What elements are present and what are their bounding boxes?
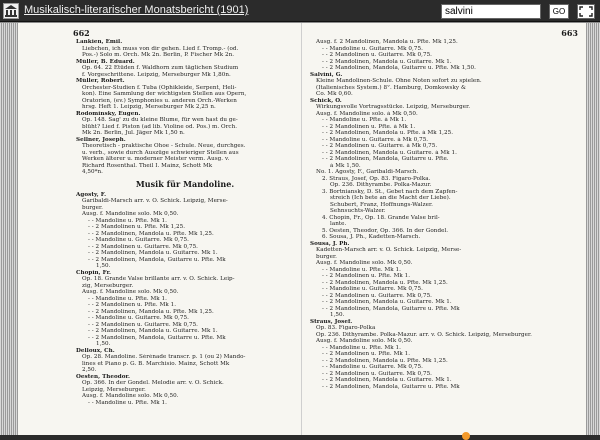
- text-line: - - Mandoline u. Pfte. Mk 1.: [88, 295, 167, 302]
- text-line: blüht? Lied f. Piston (ad lib. Violine od. Pos.) m. Orch.: [82, 123, 238, 130]
- right-page-text: [310, 39, 580, 390]
- text-line: - - 2 Mandolinen u. Guitarre. Mk 0,75.: [322, 292, 433, 299]
- text-line: - - 2 Mandolinen u. Guitarre. Mk 0,75.: [88, 321, 199, 328]
- text-line: 4. Chopin, Fr., Op. 18. Grande Valse bril-: [322, 214, 440, 221]
- entry-heading: Lankien, Emil.: [76, 39, 123, 45]
- text-line: Op. 148. Sag' zu du kleine Blume, für wen hast du ge-: [82, 117, 238, 123]
- text-line: Op. 366. In der Gondel. Melodie arr. v. O. Schick.: [82, 380, 224, 386]
- text-line: u. verb., sowie durch Auszüge schwieriger Stellen aus: [82, 149, 239, 156]
- text-line: Garibaldi-Marsch arr. v. O. Schick. Leipzig, Merse-: [82, 198, 228, 204]
- text-line: - - Mandoline u. Guitarre. Mk 0,75.: [88, 315, 189, 321]
- text-line: Ausg. f. 2 Mandolinen, Mandola u. Pfte. Mk 1,25.: [316, 39, 458, 45]
- text-line: - - 2 Mandolinen u. Pfte. Mk 1,25.: [88, 224, 186, 230]
- text-line: Wirkungsvolle Vortragsstücke. Leipzig, Merseburger.: [316, 104, 471, 110]
- text-line: à Mk 1,50.: [330, 162, 361, 169]
- text-line: Leipzig, Merseburger.: [82, 386, 146, 393]
- left-page-text: [76, 39, 294, 406]
- page-position-marker[interactable]: [462, 432, 470, 440]
- entry-heading: Chopin, Fr.: [76, 269, 112, 276]
- library-building-icon[interactable]: [3, 3, 19, 19]
- text-line: - - 2 Mandolinen, Mandola u. Guitarre. Mk 1.: [322, 299, 452, 305]
- text-line: - - 2 Mandolinen u. Guitarre. Mk 0,75.: [88, 243, 199, 250]
- entry-heading: Straus, Josef.: [310, 318, 353, 325]
- text-line: 3. Bortniansky, D. St., Gebet nach dem Zapfen-: [322, 188, 458, 195]
- text-line: Richard Rosenthal. Theil I. Mainz, Schott Mk: [82, 162, 213, 169]
- text-line: Kleine Mandolinen-Schule. Ohne Noten sofort zu spielen.: [316, 78, 482, 84]
- fullscreen-button[interactable]: [577, 4, 595, 19]
- text-line: Ausg. f. Mandoline solo. Mk 0,50.: [316, 338, 413, 344]
- left-page[interactable]: [18, 23, 301, 435]
- text-line: - - 2 Mandolinen u. Guitarre. à Mk 0,75.: [322, 143, 438, 149]
- entry-heading: Oesten, Theodor.: [76, 373, 131, 380]
- text-line: - - Mandoline u. Pfte. Mk 1.: [88, 399, 167, 406]
- right-page-stack-edge: [586, 23, 600, 435]
- text-line: Op. 83. Figaro-Polka: [316, 325, 376, 331]
- text-line: - - 2 Mandolinen, Mandola, Guitarre u. Pfte.: [322, 156, 449, 162]
- text-line: - - 2 Mandolinen, Mandola, Guitarre u. Pfte. Mk 1,50.: [322, 65, 476, 71]
- text-line: Ausg. f. Mandoline solo. Mk 0,50.: [82, 289, 179, 295]
- entry-heading: Salvini, G.: [310, 71, 343, 78]
- text-line: 6. Sousa, J. Ph., Kadetten-Marsch.: [322, 234, 421, 240]
- text-line: - - 2 Mandolinen, Mandola u. Pfte. Mk 1,25.: [88, 308, 214, 315]
- entry-heading: Müller, B. Eduard.: [76, 58, 135, 65]
- text-line: - - 2 Mandolinen, Mandola u. Pfte. Mk 1,25.: [88, 230, 214, 237]
- text-line: 1,50.: [96, 341, 111, 347]
- text-line: - - 2 Mandolinen u. Pfte. Mk 1.: [322, 351, 411, 357]
- text-line: - - Mandoline u. Guitarre. Mk 0,75.: [322, 286, 423, 292]
- text-line: 1,50.: [96, 263, 111, 269]
- text-line: No. 1. Agosty, F., Garibaldi-Marsch.: [316, 169, 419, 175]
- text-line: Sehnsuchts-Walzer.: [330, 208, 386, 214]
- text-line: - - Mandoline u. Pfte. Mk 1.: [88, 217, 167, 224]
- search-input[interactable]: [441, 4, 541, 19]
- text-line: - - 2 Mandolinen, Mandola u. Pfte. Mk 1,25.: [322, 279, 448, 286]
- text-line: - - 2 Mandolinen, Mandola u. Guitarre. à Mk 1.: [322, 149, 457, 156]
- text-line: - - 2 Mandolinen, Mandola u. Guitarre. Mk 1.: [88, 250, 218, 256]
- text-line: - - 2 Mandolinen, Mandola u. Guitarre. Mk 1.: [322, 377, 452, 383]
- text-line: - - 2 Mandolinen u. Pfte. à Mk 1.: [322, 123, 416, 130]
- text-line: - - Mandoline u. Pfte. à Mk 1.: [322, 117, 407, 123]
- text-line: kon). Eine Sammlung der wichtigsten Stellen aus Opern,: [82, 91, 247, 97]
- page-number: 662: [73, 28, 90, 38]
- text-line: - - Mandoline u. Guitarre. Mk 0,75.: [88, 237, 189, 243]
- entry-heading: Sellner, Joseph.: [76, 136, 126, 143]
- text-line: - - 2 Mandolinen, Mandola, Guitarre u. Pfte. Mk: [322, 305, 460, 312]
- fullscreen-icon: [578, 5, 594, 18]
- entry-heading: Rodominsky, Eugen.: [76, 110, 141, 117]
- text-line: - - 2 Mandolinen, Mandola u. Guitarre. Mk 1.: [88, 328, 218, 334]
- text-line: zig, Merseburger.: [82, 282, 134, 289]
- text-line: - - Mandoline u. Pfte. Mk 1.: [322, 344, 401, 351]
- text-line: - - 2 Mandolinen, Mandola u. Guitarre. Mk 1.: [322, 58, 452, 65]
- text-line: Co. Mk 0,60.: [316, 91, 353, 97]
- entry-heading: Schick, O.: [310, 97, 342, 104]
- text-line: burger.: [316, 253, 337, 260]
- text-line: Ausg. f. Mandoline solo. Mk 0,50.: [82, 211, 179, 217]
- text-line: f. Vorgeschrittene. Leipzig, Merseburger Mk 1,80n.: [82, 71, 231, 78]
- bottom-navigation-bar[interactable]: [0, 435, 600, 440]
- text-line: 4,50*n.: [82, 169, 103, 175]
- text-line: 2,50.: [82, 367, 97, 373]
- text-line: Schubert, Franz, Hoffnungs-Walzer.: [330, 201, 433, 208]
- text-line: - - Mandoline u. Guitarre. à Mk 0,75.: [322, 136, 429, 143]
- text-line: Orchester-Studien f. Tuba (Ophikleide, Serpent, Heli-: [82, 84, 237, 91]
- top-toolbar: [0, 0, 600, 22]
- book-viewer: [0, 23, 600, 435]
- text-line: - - 2 Mandolinen u. Guitarre. Mk 0,75.: [322, 52, 433, 58]
- text-line: Op. 28. Mandoline. Sérénade transcr. p. 1 (ou 2) Mando-: [82, 354, 246, 360]
- text-line: - - 2 Mandolinen, Mandola, Guitarre u. Pfte. Mk: [88, 256, 226, 263]
- text-line: - - Mandoline u. Guitarre. Mk 0,75.: [322, 364, 423, 370]
- text-line: Ausg. f. Mandoline solo. Mk 0,50.: [316, 260, 413, 266]
- text-line: streich (Ich bete an die Macht der Liebe).: [330, 195, 451, 201]
- text-line: Oratorien, (ev.) Symphonies u. anderen Orch.-Werken: [82, 97, 237, 104]
- text-line: Ausg. f. Mandoline solo. Mk 0,50.: [82, 393, 179, 399]
- entry-heading: Agosty, F.: [76, 191, 107, 198]
- text-line: Kadetten-Marsch arr. v. O. Schick. Leipzig, Merse-: [316, 247, 462, 253]
- text-line: 1,50.: [330, 312, 345, 318]
- text-line: Theoretisch - praktische Ohoe - Schule. Neue, durchges.: [82, 143, 246, 149]
- text-line: - - Mandoline u. Guitarre. Mk 0,75.: [322, 45, 423, 52]
- text-line: Op. 236. Dithyrambe. Polka-Mazur.: [330, 182, 432, 188]
- text-line: - - 2 Mandolinen u. Pfte. Mk 1.: [88, 302, 177, 308]
- text-line: lante.: [330, 221, 347, 227]
- section-heading: Musik für Mandoline.: [135, 178, 235, 189]
- search-go-button[interactable]: GO: [549, 4, 569, 19]
- text-line: Werken älterer u. moderner Meister verm. Ausg. v.: [82, 156, 230, 162]
- text-line: hrsg. Heft 1. Leipzig, Merseburger Mk 2,25 n.: [82, 104, 216, 110]
- text-line: Pos.-) Solo m. Orch. Mk 2n. Berlin, P. Fischer Mk 2n.: [82, 52, 235, 58]
- page-number: 663: [561, 28, 578, 38]
- entry-heading: Müller, Robert.: [76, 78, 125, 84]
- entry-heading: Delloux, Ch.: [76, 347, 115, 354]
- text-line: burger.: [82, 204, 103, 211]
- text-line: Ausg. f. Mandoline solo. à Mk 0,50.: [316, 110, 418, 117]
- text-line: Op. 18. Grande Valse brillante arr. v. O. Schick. Leip-: [82, 276, 235, 282]
- left-page-stack-edge: [0, 23, 18, 435]
- text-line: - - 2 Mandolinen, Mandola, Guitarre u. Pfte. Mk: [88, 334, 226, 341]
- text-line: lines et Piano p. G. B. Marchisio. Mainz, Schott Mk: [82, 360, 230, 367]
- text-line: Mk 2n. Berlin, Jul. Jäger Mk 1,50 n.: [82, 130, 185, 136]
- text-line: - - 2 Mandolinen, Mandola u. Pfte. à Mk 1,25.: [322, 130, 454, 136]
- text-line: - - 2 Mandolinen u. Guitarre. Mk 0,75.: [322, 370, 433, 377]
- text-line: - - 2 Mandolinen, Mandola u. Pfte. Mk 1,25.: [322, 357, 448, 364]
- text-line: - - Mandoline u. Pfte. Mk 1.: [322, 266, 401, 273]
- book-title-link[interactable]: Musikalisch-literarischer Monatsbericht (1901): [24, 4, 249, 16]
- text-line: (Italienisches System.) 8°. Hamburg, Domkowsky &: [316, 84, 466, 91]
- text-line: 2. Straus, Josef, Op. 83. Figaro-Polka.: [322, 175, 431, 182]
- text-line: Liebchen, ich muss von dir gehen. Lied f. Tromp.- (od.: [82, 45, 239, 52]
- text-line: Op. 236. Dithyrambe. Polka-Mazur. arr. v. O. Schick. Leipzig, Merseburger.: [316, 331, 532, 338]
- text-line: Op. 64. 22 Etüden f. Waldhorn zum täglichen Studium: [82, 65, 239, 71]
- text-line: 5. Oesten, Theodor, Op. 366. In der Gondel.: [322, 227, 449, 234]
- right-page[interactable]: [301, 23, 586, 435]
- entry-heading: Sousa, J. Ph.: [310, 240, 350, 247]
- text-line: - - 2 Mandolinen, Mandola, Guitarre u. Pfte. Mk: [322, 383, 460, 390]
- text-line: - - 2 Mandolinen u. Pfte. Mk 1.: [322, 273, 411, 279]
